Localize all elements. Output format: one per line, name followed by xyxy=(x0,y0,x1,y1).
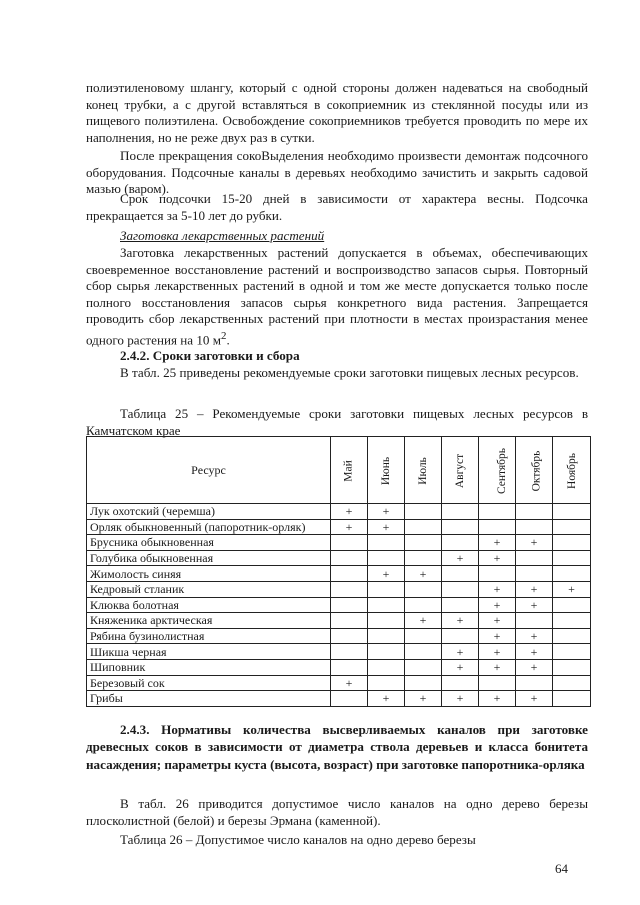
month-mark-cell xyxy=(442,581,479,597)
month-mark-cell xyxy=(553,535,591,551)
month-mark-cell xyxy=(331,535,368,551)
month-mark-cell xyxy=(442,628,479,644)
month-mark-cell xyxy=(331,613,368,629)
month-label: Сентябрь xyxy=(496,447,509,494)
table-row xyxy=(87,535,591,551)
subheading-medicinal-plants xyxy=(86,228,588,245)
table-row xyxy=(87,628,591,644)
table-row xyxy=(87,597,591,613)
month-mark-cell xyxy=(553,519,591,535)
month-mark-cell xyxy=(442,675,479,691)
table-row xyxy=(87,659,591,675)
table-body xyxy=(87,504,591,707)
month-mark-cell: + xyxy=(516,659,553,675)
month-mark-cell xyxy=(331,566,368,582)
month-mark-cell xyxy=(516,550,553,566)
month-mark-cell xyxy=(553,566,591,582)
month-mark-cell xyxy=(553,550,591,566)
table-caption-25: Таблица 25 – Рекомендуемые сроки заготовки пищевых лесных ресурсов в Камчатском крае xyxy=(86,406,588,438)
month-mark-cell xyxy=(479,675,516,691)
month-mark-cell xyxy=(405,675,442,691)
month-mark-cell xyxy=(331,550,368,566)
month-mark-cell xyxy=(442,535,479,551)
month-mark-cell xyxy=(368,659,405,675)
subheading-text: Заготовка лекарственных растений xyxy=(120,228,325,243)
resource-name-cell: Березовый сок xyxy=(87,675,331,691)
column-header-september xyxy=(479,437,516,504)
month-mark-cell xyxy=(405,550,442,566)
month-mark-cell xyxy=(442,519,479,535)
column-header-july xyxy=(405,437,442,504)
paragraph-table26-intro: В табл. 26 приводится допустимое число каналов на одно дерево березы плосколистной (белой) и березы Эрмана (каменной). xyxy=(86,796,588,828)
month-mark-cell xyxy=(553,613,591,629)
month-mark-cell xyxy=(442,597,479,613)
month-mark-cell: + xyxy=(516,535,553,551)
harvest-schedule-table xyxy=(86,436,591,707)
column-header-resource: Ресурс xyxy=(87,437,331,504)
paragraph-table25-intro: В табл. 25 приведены рекомендуемые сроки заготовки пищевых лесных ресурсов. xyxy=(120,365,579,380)
month-mark-cell: + xyxy=(405,691,442,707)
resource-name-cell: Княженика арктическая xyxy=(87,613,331,629)
month-mark-cell xyxy=(405,644,442,660)
month-mark-cell: + xyxy=(516,644,553,660)
table-row xyxy=(87,519,591,535)
column-header-june xyxy=(368,437,405,504)
month-mark-cell: + xyxy=(553,581,591,597)
month-label: Июль xyxy=(417,456,429,485)
table-row xyxy=(87,504,591,520)
month-mark-cell xyxy=(368,644,405,660)
column-header-august xyxy=(442,437,479,504)
month-mark-cell xyxy=(331,659,368,675)
resource-name-cell: Голубика обыкновенная xyxy=(87,550,331,566)
month-mark-cell: + xyxy=(368,519,405,535)
superscript-2: 2 xyxy=(221,329,227,342)
month-mark-cell xyxy=(516,519,553,535)
resource-name-cell: Лук охотский (черемша) xyxy=(87,504,331,520)
month-mark-cell xyxy=(553,659,591,675)
month-mark-cell xyxy=(368,597,405,613)
month-mark-cell xyxy=(553,675,591,691)
month-mark-cell: + xyxy=(479,535,516,551)
month-mark-cell xyxy=(368,535,405,551)
month-mark-cell: + xyxy=(368,504,405,520)
month-mark-cell: + xyxy=(516,597,553,613)
table-row xyxy=(87,566,591,582)
table-row xyxy=(87,613,591,629)
resource-name-cell: Брусника обыкновенная xyxy=(87,535,331,551)
resource-name-cell: Грибы xyxy=(87,691,331,707)
month-mark-cell xyxy=(331,581,368,597)
paragraph-tapping-period: Срок подсочки 15-20 дней в зависимости от характера весны. Подсочка прекращается за 5-10 лет до рубки. xyxy=(86,191,588,223)
month-mark-cell xyxy=(553,644,591,660)
month-mark-cell xyxy=(368,613,405,629)
resource-name-cell: Кедровый стланик xyxy=(87,581,331,597)
month-mark-cell xyxy=(331,628,368,644)
month-mark-cell: + xyxy=(442,644,479,660)
resource-name-cell: Шиповник xyxy=(87,659,331,675)
month-label: Октябрь xyxy=(530,450,543,491)
column-header-october xyxy=(516,437,553,504)
paragraph-hose: полиэтиленовому шлангу, который с одной стороны должен надеваться на свободный конец трубки, а с другой вставляться в сокоприемник из стеклянной посуды или из пищевого полиэтилена. Освобождение сокоприемников требуется проводить по мере их наполнения, но не реже двух раз в сутки. xyxy=(86,80,588,145)
month-mark-cell: + xyxy=(516,581,553,597)
month-mark-cell xyxy=(368,628,405,644)
resource-name-cell: Рябина бузинолистная xyxy=(87,628,331,644)
table-header-row xyxy=(87,437,591,504)
resource-name-cell: Клюква болотная xyxy=(87,597,331,613)
month-mark-cell: + xyxy=(331,519,368,535)
paragraph-medicinal-end: . xyxy=(226,332,230,348)
section-heading-2-4-3: 2.4.3. Нормативы количества высверливаемых каналов при заготовке древесных соков в зависимости от диаметра ствола деревьев и класса бонитета насаждения; параметры куста (высота, возраст) при заготовке папоротника-орляка xyxy=(86,722,588,772)
month-mark-cell xyxy=(516,566,553,582)
table-row xyxy=(87,675,591,691)
page-number: 64 xyxy=(555,861,568,876)
month-mark-cell: + xyxy=(479,597,516,613)
column-header-november xyxy=(553,437,591,504)
month-mark-cell: + xyxy=(479,659,516,675)
table-row xyxy=(87,581,591,597)
month-mark-cell xyxy=(405,597,442,613)
month-mark-cell: + xyxy=(479,691,516,707)
month-mark-cell: + xyxy=(368,566,405,582)
month-mark-cell: + xyxy=(405,613,442,629)
month-mark-cell: + xyxy=(331,504,368,520)
month-mark-cell xyxy=(516,613,553,629)
month-mark-cell xyxy=(405,581,442,597)
month-mark-cell: + xyxy=(479,581,516,597)
month-mark-cell xyxy=(368,550,405,566)
month-mark-cell xyxy=(331,597,368,613)
month-mark-cell: + xyxy=(479,628,516,644)
resource-name-cell: Орляк обыкновенный (папоротник-орляк) xyxy=(87,519,331,535)
month-mark-cell xyxy=(368,581,405,597)
column-header-may xyxy=(331,437,368,504)
month-mark-cell xyxy=(405,519,442,535)
month-label: Июнь xyxy=(379,456,392,485)
month-mark-cell xyxy=(331,691,368,707)
month-mark-cell: + xyxy=(368,691,405,707)
month-mark-cell: + xyxy=(331,675,368,691)
month-mark-cell: + xyxy=(516,628,553,644)
paragraph-medicinal-text: Заготовка лекарственных растений допускается в объемах, обеспечивающих своевременное восстановление растений и воспроизводство запасов сырья. Повторный сбор сырья лекарственных растений в одной и том же месте допускается только после полного восстановления запасов сырья конкретного вида растения. Запрещается проводить сбор лекарственных растений при плотности в местах произрастания менее одного растения на 10 м xyxy=(86,245,588,348)
table-row xyxy=(87,644,591,660)
resource-name-cell: Жимолость синяя xyxy=(87,566,331,582)
month-mark-cell: + xyxy=(442,550,479,566)
month-mark-cell xyxy=(405,628,442,644)
month-label: Ноябрь xyxy=(565,452,578,489)
paragraph-medicinal-plants xyxy=(86,245,588,349)
table-caption-26: Таблица 26 – Допустимое число каналов на одно дерево березы xyxy=(120,832,476,847)
table-row xyxy=(87,550,591,566)
month-mark-cell xyxy=(553,691,591,707)
month-mark-cell xyxy=(516,504,553,520)
month-mark-cell xyxy=(479,566,516,582)
month-mark-cell xyxy=(405,659,442,675)
month-mark-cell: + xyxy=(479,613,516,629)
month-mark-cell xyxy=(368,675,405,691)
month-mark-cell xyxy=(405,504,442,520)
month-mark-cell: + xyxy=(442,659,479,675)
month-mark-cell: + xyxy=(442,613,479,629)
month-mark-cell: + xyxy=(479,550,516,566)
paragraph-dismantle: После прекращения сокоВыделения необходимо произвести демонтаж подсочного оборудования. Подсочные каналы в деревьях необходимо зачистить и закрыть садовой мазью (варом). xyxy=(86,148,588,197)
month-mark-cell xyxy=(442,566,479,582)
table-row xyxy=(87,691,591,707)
month-mark-cell: + xyxy=(405,566,442,582)
month-mark-cell xyxy=(405,535,442,551)
month-mark-cell xyxy=(442,504,479,520)
month-mark-cell xyxy=(553,504,591,520)
month-mark-cell xyxy=(553,628,591,644)
resource-name-cell: Шикша черная xyxy=(87,644,331,660)
month-mark-cell xyxy=(516,675,553,691)
month-mark-cell xyxy=(479,519,516,535)
month-label: Август xyxy=(454,453,466,488)
month-mark-cell xyxy=(479,504,516,520)
month-mark-cell xyxy=(553,597,591,613)
section-heading-2-4-2: 2.4.2. Сроки заготовки и сбора xyxy=(120,348,300,363)
month-mark-cell xyxy=(331,644,368,660)
month-mark-cell: + xyxy=(516,691,553,707)
month-mark-cell: + xyxy=(442,691,479,707)
month-mark-cell: + xyxy=(479,644,516,660)
month-label: Май xyxy=(342,459,355,482)
